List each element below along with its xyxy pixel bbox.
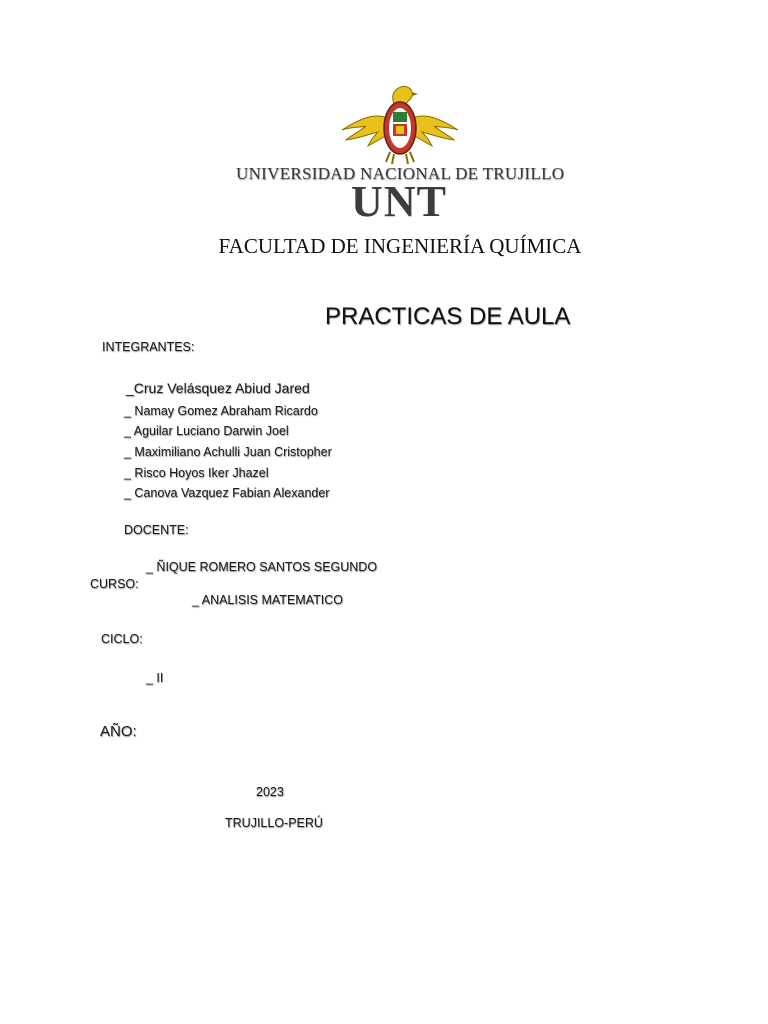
year-label: AÑO: [100, 723, 137, 740]
member-name: _ Aguilar Luciano Darwin Joel [124, 424, 289, 438]
cycle-label: CICLO: [101, 632, 143, 646]
teacher-name: _ ÑIQUE ROMERO SANTOS SEGUNDO [146, 560, 378, 574]
university-name: UNIVERSIDAD NACIONAL DE TRUJILLO [236, 164, 565, 183]
members-label: INTEGRANTES: [102, 340, 195, 354]
course-label: CURSO: [90, 577, 139, 591]
document-title: PRACTICAS DE AULA [325, 303, 571, 330]
year-value: 2023 [256, 785, 284, 799]
location: TRUJILLO-PERÚ [225, 816, 323, 830]
member-name: _ Namay Gomez Abraham Ricardo [124, 404, 318, 418]
teacher-label: DOCENTE: [124, 523, 189, 537]
member-name: _ Maximiliano Achulli Juan Cristopher [124, 445, 332, 459]
member-name: _ Risco Hoyos Iker Jhazel [124, 466, 269, 480]
faculty-name: FACULTAD DE INGENIERÍA QUÍMICA [218, 234, 582, 258]
member-name: _ Canova Vazquez Fabian Alexander [124, 486, 330, 500]
university-abbreviation: UNT [351, 177, 447, 226]
member-name: _Cruz Velásquez Abiud Jared [126, 380, 310, 396]
course-name: _ ANALISIS MATEMATICO [192, 593, 343, 607]
cycle-value: _ II [146, 671, 164, 685]
unt-eagle-crest-icon [330, 82, 470, 166]
